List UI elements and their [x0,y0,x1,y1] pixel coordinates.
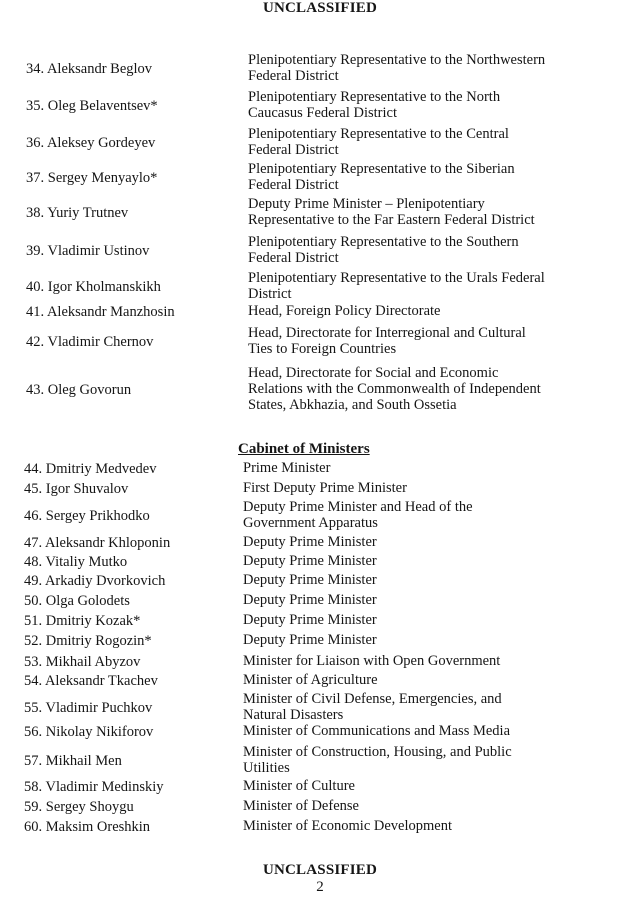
official-title [243,744,573,776]
list-item [0,572,640,588]
title-line: Minister of Construction, Housing, and Public [243,744,512,760]
title-line: Federal District [248,177,339,193]
title-line: Minister of Communications and Mass Media [243,723,511,739]
official-name: 35. Oleg Belaventsev* [26,98,158,114]
list-item [0,798,640,814]
list-item [0,196,640,228]
title-line: Minister of Civil Defense, Emergencies, and [243,691,502,707]
list-item [0,499,640,531]
title-line: Plenipotentiary Representative to the North [248,89,501,105]
title-line: Plenipotentiary Representative to the Northwestern [248,52,546,68]
official-title [243,632,573,648]
title-line: Deputy Prime Minister – Plenipotentiary [248,196,485,212]
list-item [0,653,640,669]
title-line: Head, Directorate for Interregional and Cultural [248,325,526,341]
list-item [0,161,640,193]
official-title [243,818,573,834]
official-title [243,480,573,496]
official-title [243,553,573,569]
official-name: 46. Sergey Prikhodko [24,508,150,524]
title-line: Government Apparatus [243,515,378,531]
title-line: Head, Directorate for Social and Economic [248,365,499,381]
official-title [248,161,578,193]
official-title [243,798,573,814]
official-name: 40. Igor Kholmanskikh [26,279,161,295]
list-item [0,592,640,608]
title-line: Deputy Prime Minister [243,632,377,648]
official-title [248,270,578,302]
title-line: Natural Disasters [243,707,344,723]
title-line: Head, Foreign Policy Directorate [248,303,441,319]
official-title [243,592,573,608]
list-item [0,303,640,319]
classification-header: UNCLASSIFIED [262,0,378,16]
official-name: 47. Aleksandr Khloponin [24,535,171,551]
official-title [243,572,573,588]
official-name: 44. Dmitriy Medvedev [24,461,157,477]
official-name: 37. Sergey Menyaylo* [26,170,158,186]
title-line: Plenipotentiary Representative to the Urals Federal [248,270,545,286]
official-title [243,691,573,723]
official-title [243,460,573,476]
official-name: 50. Olga Golodets [24,593,130,609]
official-title [243,672,573,688]
title-line: Deputy Prime Minister [243,612,377,628]
list-item [0,460,640,476]
title-line: Deputy Prime Minister [243,553,377,569]
official-name: 54. Aleksandr Tkachev [24,673,158,689]
official-title [248,196,578,228]
title-line: Minister of Economic Development [243,818,452,834]
official-name: 56. Nikolay Nikiforov [24,724,154,740]
list-item [0,691,640,723]
official-name: 34. Aleksandr Beglov [26,61,153,77]
list-item [0,632,640,648]
list-item [0,89,640,121]
official-title [248,52,578,84]
list-item [0,325,640,357]
official-name: 59. Sergey Shoygu [24,799,134,815]
title-line: Utilities [243,760,290,776]
official-name: 43. Oleg Govorun [26,382,132,398]
cabinet-heading: Cabinet of Ministers [238,441,370,457]
list-item [0,270,640,302]
list-item [0,534,640,550]
official-name: 49. Arkadiy Dvorkovich [24,573,166,589]
official-name: 52. Dmitriy Rogozin* [24,633,152,649]
official-title [248,365,578,413]
title-line: States, Abkhazia, and South Ossetia [248,397,457,413]
list-item [0,744,640,776]
official-name: 51. Dmitriy Kozak* [24,613,141,629]
title-line: Deputy Prime Minister [243,592,377,608]
title-line: Minister for Liaison with Open Government [243,653,501,669]
title-line: Federal District [248,142,339,158]
official-name: 38. Yuriy Trutnev [26,205,129,221]
official-title [243,499,573,531]
official-name: 58. Vladimir Medinskiy [24,779,164,795]
title-line: Deputy Prime Minister [243,534,377,550]
official-name: 36. Aleksey Gordeyev [26,135,156,151]
official-name: 45. Igor Shuvalov [24,481,129,497]
list-item [0,553,640,569]
title-line: Plenipotentiary Representative to the Southern [248,234,519,250]
official-title [243,723,573,739]
official-title [243,778,573,794]
official-title [243,653,573,669]
title-line: Deputy Prime Minister and Head of the [243,499,473,515]
official-title [243,534,573,550]
official-name: 53. Mikhail Abyzov [24,654,141,670]
title-line: Plenipotentiary Representative to the Siberian [248,161,515,177]
official-name: 57. Mikhail Men [24,753,122,769]
list-item [0,723,640,739]
list-item [0,365,640,413]
list-item [0,612,640,628]
title-line: Deputy Prime Minister [243,572,377,588]
official-title [248,325,578,357]
official-name: 42. Vladimir Chernov [26,334,154,350]
official-title [248,234,578,266]
official-title [248,126,578,158]
official-name: 39. Vladimir Ustinov [26,243,150,259]
list-item [0,126,640,158]
title-line: Plenipotentiary Representative to the Central [248,126,509,142]
page-number: 2 [316,879,324,895]
title-line: Representative to the Far Eastern Federal District [248,212,535,228]
title-line: Ties to Foreign Countries [248,341,397,357]
official-title [248,89,578,121]
title-line: District [248,286,292,302]
title-line: Relations with the Commonwealth of Independent [248,381,541,397]
title-line: Caucasus Federal District [248,105,397,121]
official-title [243,612,573,628]
official-title [248,303,578,319]
title-line: Minister of Culture [243,778,355,794]
official-name: 48. Vitaliy Mutko [24,554,128,570]
list-item [0,234,640,266]
title-line: Minister of Agriculture [243,672,378,688]
title-line: First Deputy Prime Minister [243,480,407,496]
list-item [0,480,640,496]
official-name: 55. Vladimir Puchkov [24,700,153,716]
list-item [0,672,640,688]
title-line: Federal District [248,68,339,84]
list-item [0,818,640,834]
title-line: Federal District [248,250,339,266]
official-name: 41. Aleksandr Manzhosin [26,304,175,320]
official-name: 60. Maksim Oreshkin [24,819,151,835]
title-line: Prime Minister [243,460,331,476]
title-line: Minister of Defense [243,798,359,814]
list-item [0,778,640,794]
classification-footer: UNCLASSIFIED [262,862,378,878]
list-item [0,52,640,84]
